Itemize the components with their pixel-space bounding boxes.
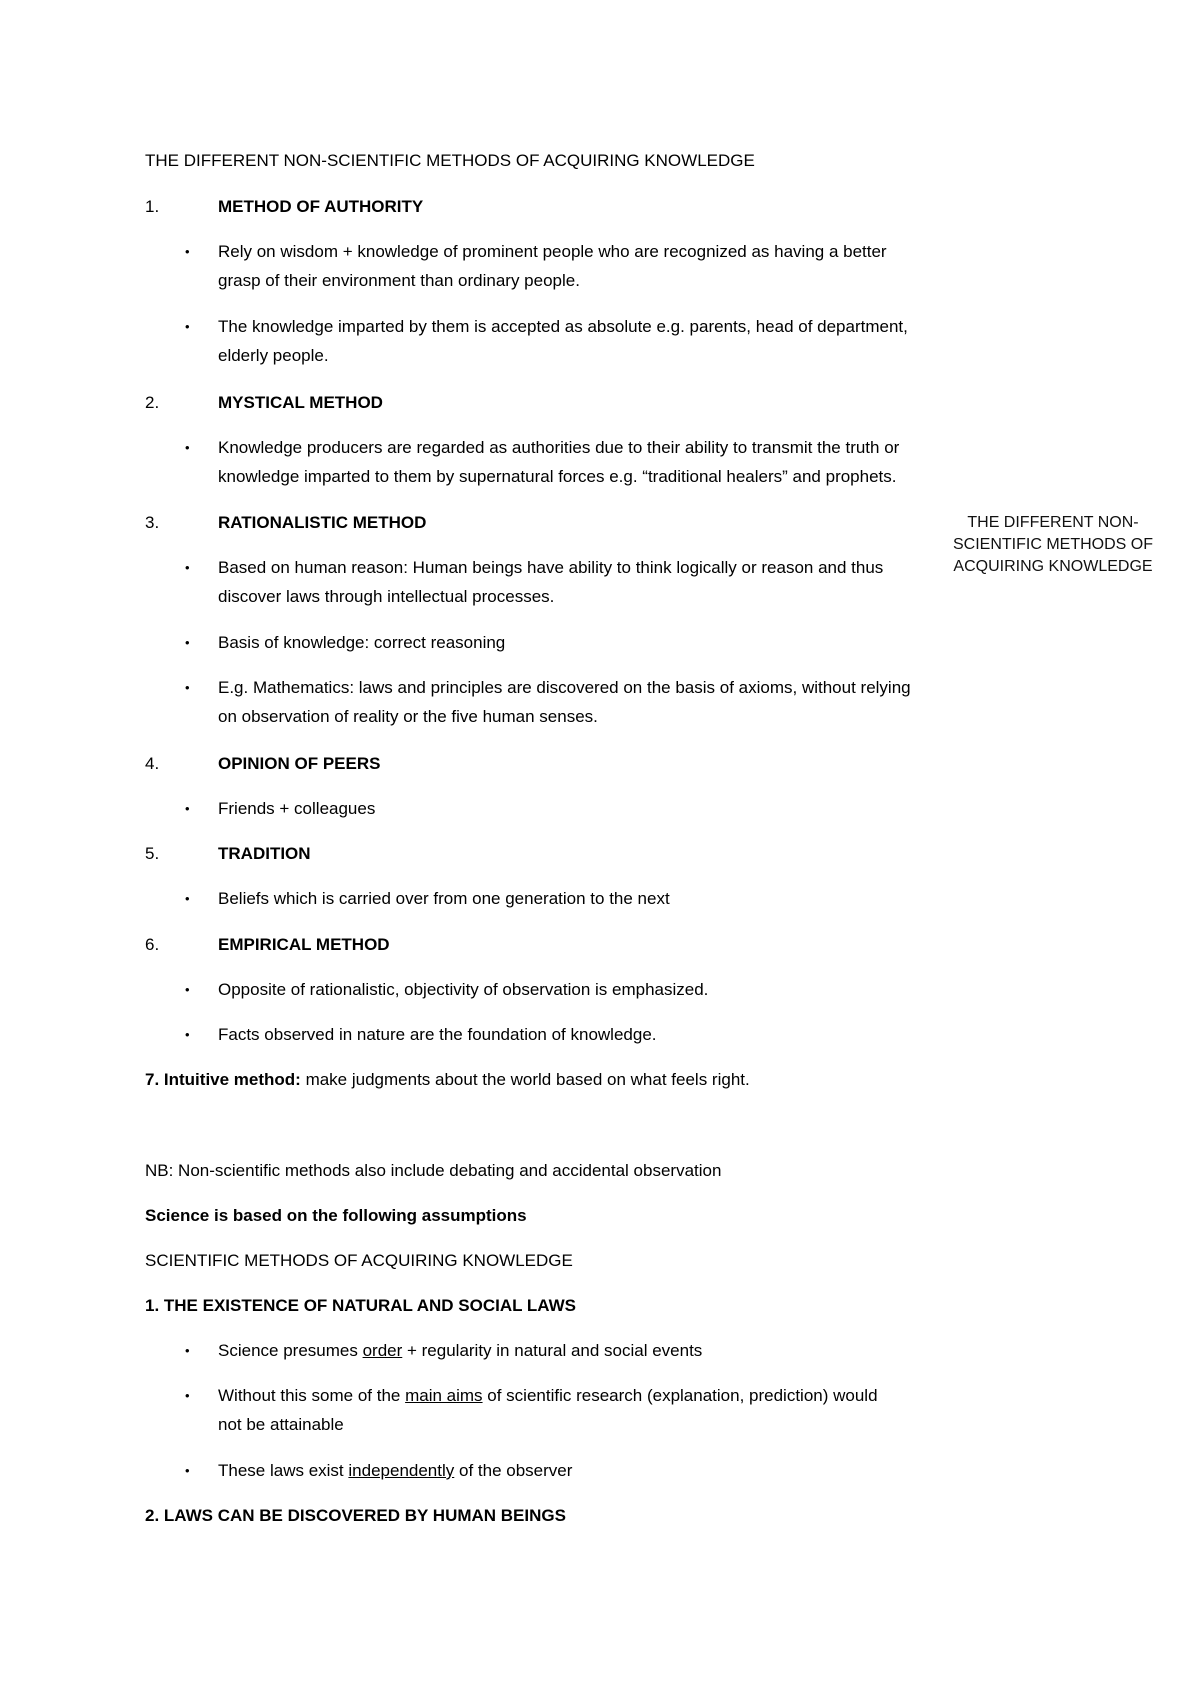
- bullet-text: knowledge imparted to them by supernatural forces e.g. “traditional healers” and prophets.: [218, 467, 897, 486]
- text-run: of scientific research (explanation, prediction) would: [482, 1386, 878, 1405]
- sidebox-line: SCIENTIFIC METHODS OF: [953, 536, 1153, 553]
- bullet-icon: •: [185, 1027, 190, 1042]
- bullet-text: [218, 1387, 878, 1404]
- bullet-icon: •: [185, 1343, 190, 1358]
- text-run: Without this some of the: [218, 1386, 406, 1405]
- section-number: 1.: [145, 197, 160, 216]
- bullet-icon: •: [185, 319, 190, 334]
- section-number: 3.: [145, 513, 160, 532]
- section-heading-tradition: TRADITION: [218, 844, 311, 863]
- bullet-text: E.g. Mathematics: laws and principles are discovered on the basis of axioms, without relying: [218, 678, 911, 697]
- text-run: Science presumes: [218, 1341, 363, 1360]
- section-number: 4.: [145, 754, 160, 773]
- bullet-text: grasp of their environment than ordinary people.: [218, 271, 580, 290]
- bullet-icon: •: [185, 635, 190, 650]
- bullet-text: discover laws through intellectual processes.: [218, 587, 555, 606]
- sidebar-heading-box: [918, 512, 1188, 578]
- bullet-text: Opposite of rationalistic, objectivity of observation is emphasized.: [218, 980, 709, 999]
- bullet-text: Knowledge producers are regarded as authorities due to their ability to transmit the truth or: [218, 438, 900, 457]
- section-heading-mystical: MYSTICAL METHOD: [218, 393, 383, 412]
- section-heading-authority: METHOD OF AUTHORITY: [218, 197, 424, 216]
- intuitive-method: [145, 1071, 750, 1088]
- page-title: THE DIFFERENT NON-SCIENTIFIC METHODS OF ACQUIRING KNOWLEDGE: [145, 151, 755, 170]
- text-run: These laws exist: [218, 1461, 349, 1480]
- text-run: + regularity in natural and social events: [402, 1341, 703, 1360]
- section-number: 6.: [145, 935, 160, 954]
- bullet-text: on observation of reality or the five human senses.: [218, 707, 598, 726]
- bullet-text: not be attainable: [218, 1415, 344, 1434]
- section-heading-rationalistic: RATIONALISTIC METHOD: [218, 513, 427, 532]
- bullet-text: [218, 1462, 572, 1479]
- bullet-icon: •: [185, 1388, 190, 1403]
- science-assumptions-heading: Science is based on the following assumptions: [145, 1206, 527, 1225]
- bullet-text: [218, 1342, 702, 1359]
- bullet-icon: •: [185, 1463, 190, 1478]
- bullet-text: elderly people.: [218, 346, 329, 365]
- bullet-text: Facts observed in nature are the foundation of knowledge.: [218, 1025, 657, 1044]
- law1-heading: 1. THE EXISTENCE OF NATURAL AND SOCIAL LAWS: [145, 1296, 577, 1315]
- bullet-icon: •: [185, 801, 190, 816]
- sidebox-line: ACQUIRING KNOWLEDGE: [953, 558, 1153, 575]
- intuitive-label: 7. Intuitive method:: [145, 1070, 301, 1089]
- nb-note: NB: Non-scientific methods also include debating and accidental observation: [145, 1161, 722, 1180]
- section-number: 2.: [145, 393, 160, 412]
- bullet-text: Beliefs which is carried over from one generation to the next: [218, 889, 670, 908]
- underlined-term: order: [362, 1341, 403, 1360]
- bullet-icon: •: [185, 560, 190, 575]
- underlined-term: independently: [348, 1461, 455, 1480]
- text-run: of the observer: [454, 1461, 573, 1480]
- scientific-title: SCIENTIFIC METHODS OF ACQUIRING KNOWLEDGE: [145, 1251, 573, 1270]
- bullet-text: The knowledge imparted by them is accepted as absolute e.g. parents, head of department,: [218, 317, 908, 336]
- section-heading-empirical: EMPIRICAL METHOD: [218, 935, 390, 954]
- sidebox-line: THE DIFFERENT NON-: [967, 514, 1139, 531]
- section-number: 5.: [145, 844, 160, 863]
- bullet-icon: •: [185, 244, 190, 259]
- bullet-text: Based on human reason: Human beings have ability to think logically or reason and thus: [218, 558, 884, 577]
- bullet-icon: •: [185, 440, 190, 455]
- bullet-text: Rely on wisdom + knowledge of prominent people who are recognized as having a better: [218, 242, 887, 261]
- bullet-icon: •: [185, 891, 190, 906]
- intuitive-text: make judgments about the world based on what feels right.: [300, 1070, 750, 1089]
- bullet-icon: •: [185, 680, 190, 695]
- section-heading-peers: OPINION OF PEERS: [218, 754, 381, 773]
- bullet-text: Friends + colleagues: [218, 799, 376, 818]
- bullet-icon: •: [185, 982, 190, 997]
- underlined-term: main aims: [405, 1386, 483, 1405]
- bullet-text: Basis of knowledge: correct reasoning: [218, 633, 506, 652]
- law2-heading: 2. LAWS CAN BE DISCOVERED BY HUMAN BEINGS: [145, 1506, 566, 1525]
